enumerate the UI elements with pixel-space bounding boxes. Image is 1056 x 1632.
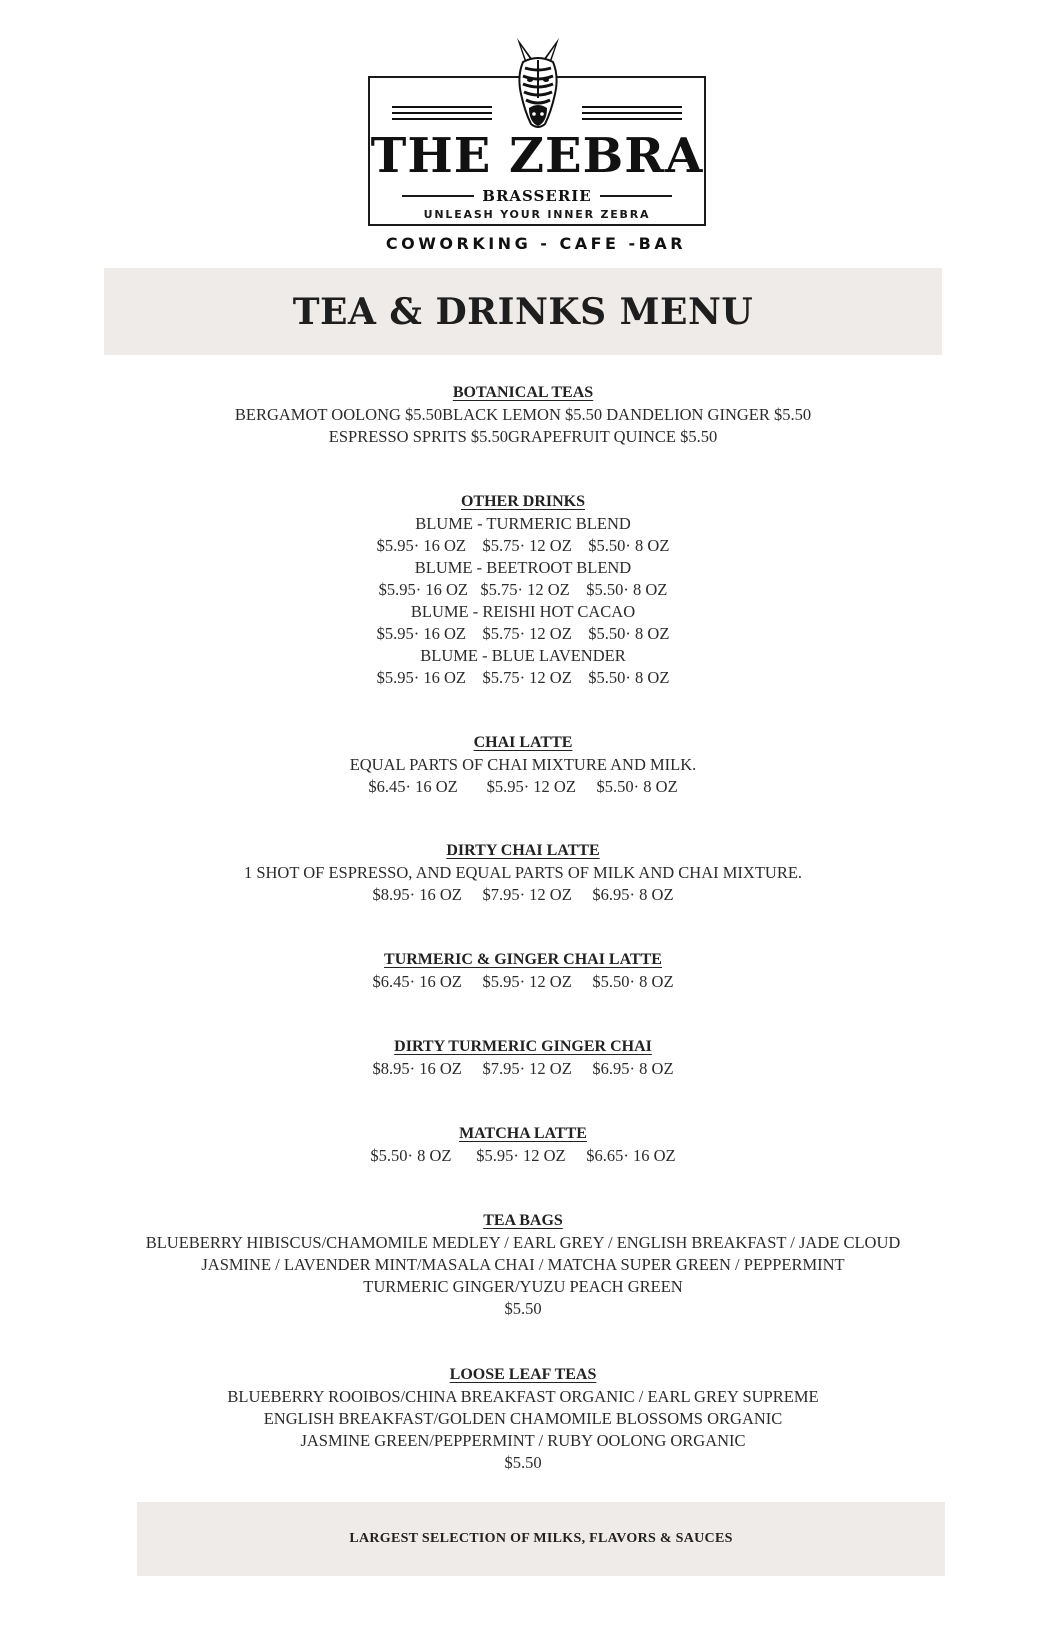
- page-title: TEA & DRINKS MENU: [292, 290, 754, 333]
- menu-line: EQUAL PARTS OF CHAI MIXTURE AND MILK.: [349, 755, 697, 774]
- logo-subtitle-rule-right: [600, 195, 672, 197]
- menu-section-dirty-turmeric-ginger-chai: [104, 1036, 942, 1080]
- zebra-head-icon: [503, 36, 573, 132]
- title-band: [104, 268, 942, 355]
- logo-bottom-line: COWORKING - CAFE -BAR: [385, 234, 687, 253]
- menu-line: 1 SHOT OF ESPRESSO, AND EQUAL PARTS OF MILK AND CHAI MIXTURE.: [243, 863, 803, 882]
- menu-line: ESPRESSO SPRITS $5.50GRAPEFRUIT QUINCE $5.50: [328, 427, 718, 446]
- section-title: CHAI LATTE: [473, 734, 573, 751]
- menu-line: $5.95· 16 OZ $5.75· 12 OZ $5.50· 8 OZ: [376, 536, 670, 555]
- logo-subtitle-row: [368, 186, 706, 206]
- menu-price: $5.50: [504, 1299, 542, 1318]
- menu-line: BLUME - BEETROOT BLEND: [414, 558, 632, 577]
- brand-logo: [360, 36, 712, 258]
- menu-line: BLUME - BLUE LAVENDER: [420, 646, 626, 665]
- section-title: DIRTY TURMERIC GINGER CHAI: [394, 1038, 652, 1055]
- section-title: OTHER DRINKS: [460, 493, 586, 510]
- logo-subtitle-rule-left: [402, 195, 474, 197]
- menu-section-chai-latte: [104, 732, 942, 798]
- menu-line: BLUEBERRY HIBISCUS/CHAMOMILE MEDLEY / EARL GREY / ENGLISH BREAKFAST / JADE CLOUD: [145, 1233, 901, 1252]
- menu-section-turmeric-ginger-chai-latte: [104, 949, 942, 993]
- logo-tagline: UNLEASH YOUR INNER ZEBRA: [423, 208, 651, 221]
- logo-title: THE ZEBRA: [370, 128, 704, 184]
- section-title: BOTANICAL TEAS: [452, 384, 594, 401]
- menu-line: $5.50· 8 OZ $5.95· 12 OZ $6.65· 16 OZ: [370, 1146, 676, 1165]
- menu-line: BLUME - TURMERIC BLEND: [415, 514, 631, 533]
- menu-line: $6.45· 16 OZ $5.95· 12 OZ $5.50· 8 OZ: [368, 777, 678, 796]
- menu-section-botanical-teas: [104, 382, 942, 448]
- section-title: LOOSE LEAF TEAS: [449, 1366, 597, 1383]
- menu-section-tea-bags: [104, 1210, 942, 1320]
- menu-line: $8.95· 16 OZ $7.95· 12 OZ $6.95· 8 OZ: [372, 885, 674, 904]
- logo-subtitle: BRASSERIE: [482, 187, 592, 205]
- menu-section-dirty-chai-latte: [104, 840, 942, 906]
- menu-line: JASMINE GREEN/PEPPERMINT / RUBY OOLONG ORGANIC: [300, 1431, 746, 1450]
- menu-line: $5.95· 16 OZ $5.75· 12 OZ $5.50· 8 OZ: [378, 580, 668, 599]
- menu-line: ENGLISH BREAKFAST/GOLDEN CHAMOMILE BLOSSOMS ORGANIC: [263, 1409, 783, 1428]
- menu-line: $5.95· 16 OZ $5.75· 12 OZ $5.50· 8 OZ: [376, 624, 670, 643]
- menu-line: BERGAMOT OOLONG $5.50BLACK LEMON $5.50 DANDELION GINGER $5.50: [234, 405, 812, 424]
- menu-line: BLUME - REISHI HOT CACAO: [410, 602, 636, 621]
- menu-line: TURMERIC GINGER/YUZU PEACH GREEN: [363, 1277, 683, 1296]
- menu-section-loose-leaf-teas: [104, 1364, 942, 1474]
- menu-line: JASMINE / LAVENDER MINT/MASALA CHAI / MATCHA SUPER GREEN / PEPPERMINT: [201, 1255, 845, 1274]
- menu-line: BLUEBERRY ROOIBOS/CHINA BREAKFAST ORGANIC / EARL GREY SUPREME: [227, 1387, 819, 1406]
- menu-price: $5.50: [504, 1453, 542, 1472]
- menu-body: [104, 382, 942, 1474]
- section-title: MATCHA LATTE: [459, 1125, 587, 1142]
- section-title: DIRTY CHAI LATTE: [446, 842, 600, 859]
- menu-line: $8.95· 16 OZ $7.95· 12 OZ $6.95· 8 OZ: [372, 1059, 674, 1078]
- menu-section-matcha-latte: [104, 1123, 942, 1167]
- menu-line: $5.95· 16 OZ $5.75· 12 OZ $5.50· 8 OZ: [376, 668, 670, 687]
- logo-decor-lines-right: [582, 106, 682, 120]
- menu-section-other-drinks: [104, 491, 942, 689]
- footer-band: [137, 1502, 945, 1576]
- section-title: TEA BAGS: [483, 1212, 563, 1229]
- logo-decor-lines-left: [392, 106, 492, 120]
- section-title: TURMERIC & GINGER CHAI LATTE: [384, 951, 662, 968]
- footer-text: LARGEST SELECTION OF MILKS, FLAVORS & SAUCES: [349, 1531, 733, 1546]
- menu-line: $6.45· 16 OZ $5.95· 12 OZ $5.50· 8 OZ: [372, 972, 674, 991]
